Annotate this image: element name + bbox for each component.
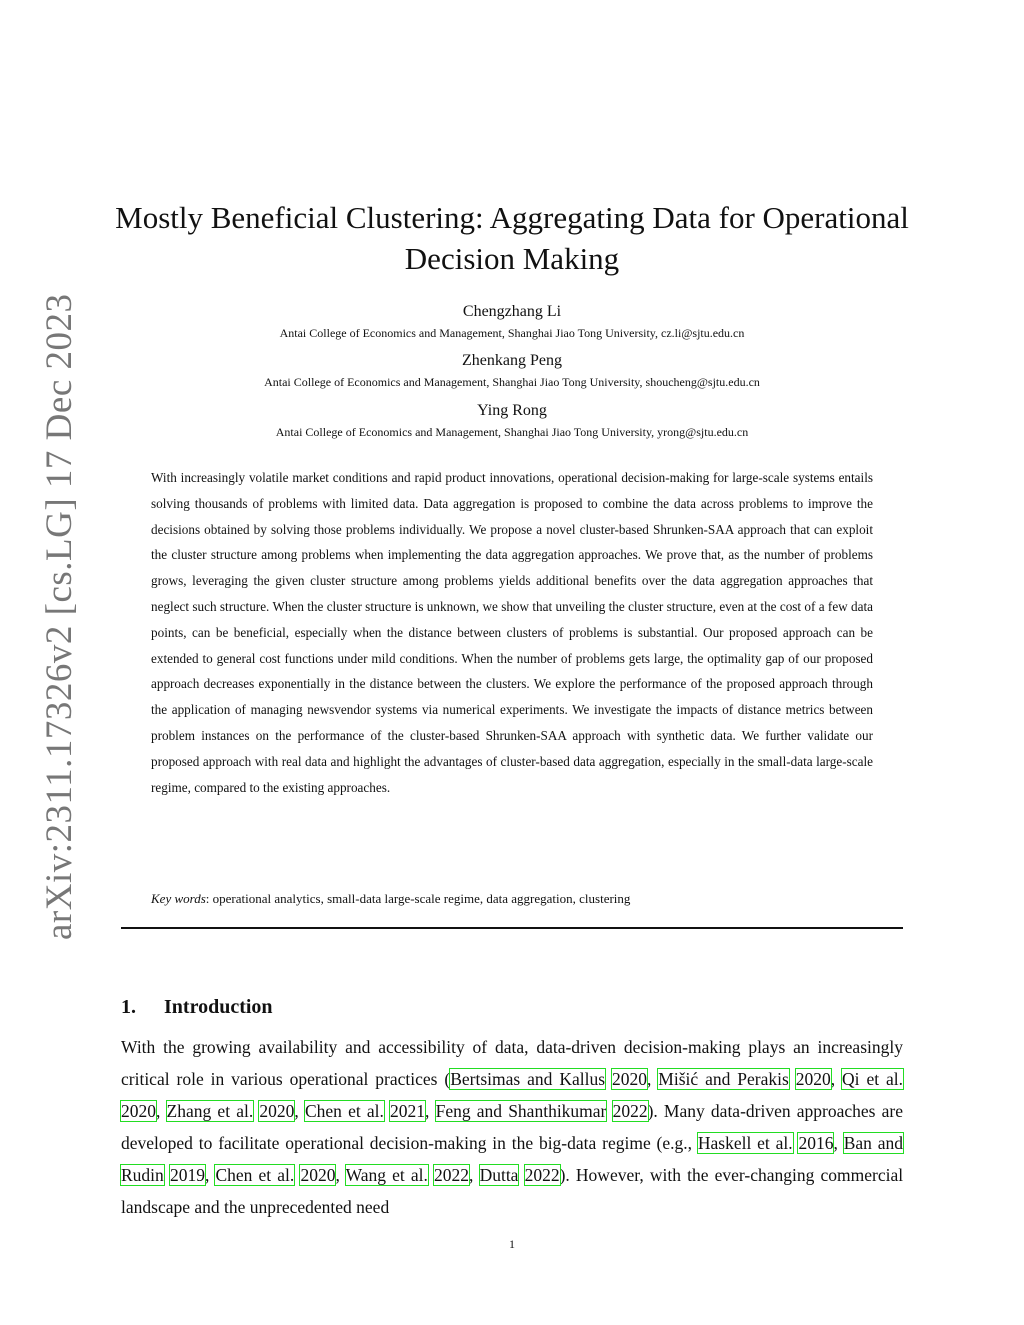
citation-year-link[interactable]: 2020 [795, 1069, 831, 1089]
intro-text: ). However, with the ever-changing commercial landscape and the unprecedented need [121, 1165, 904, 1217]
citation-separator: , [294, 1101, 305, 1121]
keywords-text: operational analytics, small-data large-scale regime, data aggregation, clustering [212, 891, 631, 906]
citation-author-link[interactable]: Feng and Shanthikumar [435, 1101, 607, 1121]
citation-year-link[interactable]: 2020 [300, 1165, 336, 1185]
citation-author-link[interactable]: Zhang et al. [166, 1101, 254, 1121]
author-affiliation: Antai College of Economics and Management, Shanghai Jiao Tong University, yrong@sjtu.edu.cn [275, 425, 749, 439]
section-title: Introduction [164, 996, 273, 1018]
citation-year-link[interactable]: 2020 [259, 1101, 295, 1121]
citation-author-link[interactable]: Ban and Rudin [121, 1133, 903, 1185]
intro-paragraph [121, 1031, 903, 1223]
citation-separator: , [830, 1069, 843, 1089]
citation-year-link[interactable]: 2022 [524, 1165, 560, 1185]
keywords [151, 888, 873, 910]
citation-year-link[interactable]: 2020 [121, 1101, 156, 1121]
citation-author-link[interactable]: Bertsimas and Kallus [450, 1069, 606, 1089]
citation-separator: , [204, 1165, 216, 1185]
intro-text: ). Many data-driven approaches are developed to facilitate operational decision-making in the big-data regime (e.g., [121, 1101, 904, 1153]
citation-separator: , [833, 1133, 844, 1153]
citation-separator: , [425, 1101, 436, 1121]
citation-author-link[interactable]: Chen et al. [215, 1165, 295, 1185]
citation-separator: , [156, 1101, 167, 1121]
author-name: Chengzhang Li [462, 303, 562, 320]
citation-year-link[interactable]: 2020 [611, 1069, 647, 1089]
citation-author-link[interactable]: Qi et al. [842, 1069, 904, 1089]
citation-author-link[interactable]: Wang et al. [345, 1165, 428, 1185]
section-number: 1. [121, 996, 136, 1018]
citation-author-link[interactable]: Chen et al. [304, 1101, 384, 1121]
paper-title: Mostly Beneficial Clustering: Aggregating Data for Operational Decision Making [115, 200, 909, 276]
citation-author-link[interactable]: Dutta [479, 1165, 519, 1185]
author-name: Ying Rong [477, 402, 547, 419]
abstract: With increasingly volatile market conditions and rapid product innovations, operational decision-making for large-scale systems entails solving thousands of problems with limited data. Data aggregation is proposed to combine the data across problems to improve the decisions obtained by solving those problems individually. We propose a novel cluster-based Shrunken-SAA approach that can exploit the cluster structure among problems when implementing the data aggregation approaches. We prove that, as the number of problems grows, leveraging the given cluster structure among problems yields additional benefits over the data aggregation approaches that neglect such structure. When the cluster structure is unknown, we show that unveiling the cluster structure, even at the cost of a few data points, can be beneficial, especially when the distance between clusters of problems is substantial. Our proposed approach can be extended to general cost functions under mild conditions. When the number of problems gets large, the optimality gap of our proposed approach decreases exponentially in the distance between the clusters. We explore the performance of the proposed approach through the application of managing newsvendor systems via numerical experiments. We investigate the impacts of distance metrics between problem instances on the performance of the cluster-based Shrunken-SAA approach with synthetic data. We further validate our proposed approach with real data and highlight the advantages of cluster-based data aggregation, especially in the small-data large-scale regime, compared to the existing approaches. [151, 470, 873, 795]
citation-author-link[interactable]: Mišić and Perakis [658, 1069, 789, 1089]
citation-author-link[interactable]: Haskell et al. [697, 1133, 793, 1153]
page-number: 1 [509, 1237, 515, 1251]
citation-year-link[interactable]: 2016 [798, 1133, 834, 1153]
citation-separator: , [469, 1165, 480, 1185]
keywords-label: Key words [151, 891, 206, 906]
section-divider [121, 927, 903, 929]
citation-year-link[interactable]: 2019 [169, 1165, 205, 1185]
citation-separator: , [646, 1069, 659, 1089]
arxiv-identifier-stamp: arXiv:2311.17326v2 [cs.LG] 17 Dec 2023 [39, 293, 80, 940]
citation-year-link[interactable]: 2022 [612, 1101, 648, 1121]
citation-year-link[interactable]: 2022 [434, 1165, 470, 1185]
author-affiliation: Antai College of Economics and Management, Shanghai Jiao Tong University, cz.li@sjtu.edu.cn [279, 326, 745, 340]
author-name: Zhenkang Peng [462, 352, 562, 369]
citation-separator: , [335, 1165, 346, 1185]
keywords-separator: : [205, 891, 213, 906]
section-heading [121, 996, 273, 1019]
author-affiliation: Antai College of Economics and Management, Shanghai Jiao Tong University, shoucheng@sjtu.edu.cn [264, 375, 760, 389]
intro-text: With the growing availability and accessibility of data, data-driven decision-making plays an increasingly critical role in various operational practices ( [121, 1037, 903, 1089]
citation-year-link[interactable]: 2021 [390, 1101, 426, 1121]
